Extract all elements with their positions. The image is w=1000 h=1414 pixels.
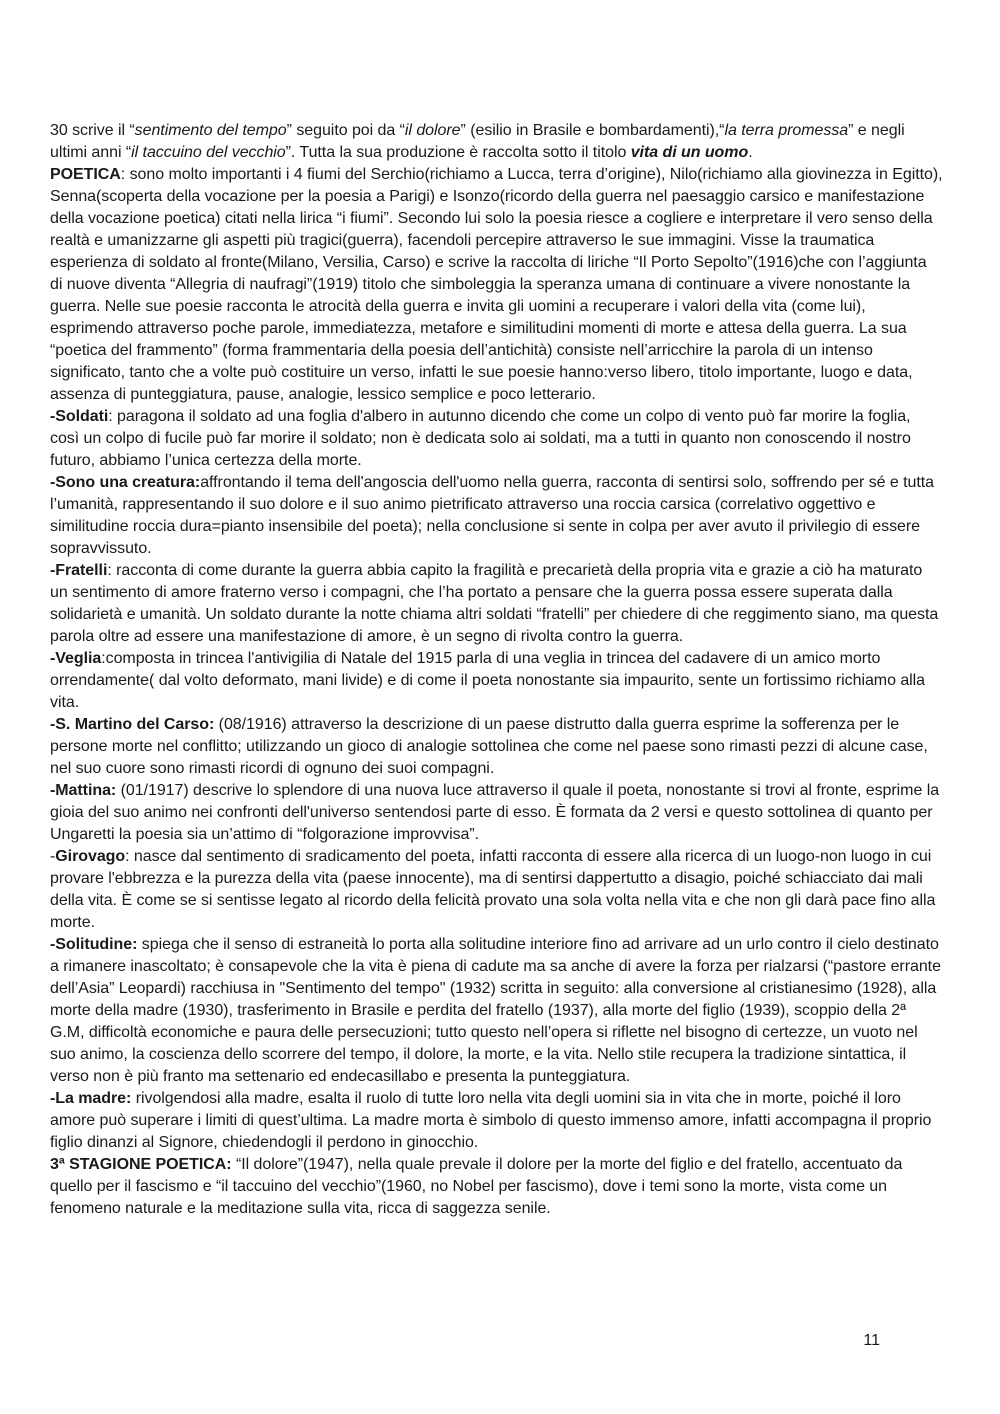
section-san-martino [50,714,943,780]
intro-text: . [748,144,753,161]
section-title: POETICA [50,166,121,183]
section-text: : paragona il soldato ad una foglia d'albero in autunno dicendo che come un colpo di vento può far morire la foglia, così un colpo di fucile può far morire il soldato; non è dedicata solo ai soldati, ma a tutti in quanto non conoscendo il nostro futuro, abbiamo l’unica certezza della morte. [50,408,911,469]
section-text: rivolgendosi alla madre, esalta il ruolo di tutte loro nella vita degli uomini sia in vita che in morte, poiché il loro amore può superare i limiti di quest’ultima. La madre morta è simbolo di questo immenso amore, infatti accompagna il proprio figlio dinanzi al Signore, chiedendogli il perdono in ginocchio. [50,1090,932,1151]
section-terza-stagione [50,1154,943,1220]
intro-text: 30 scrive il “ [50,122,135,139]
section-text: :composta in trincea l'antivigilia di Natale del 1915 parla di una veglia in trincea del cadavere di un amico morto orrendamente( dal volto deformato, mani livide) e di come il poeta nonostante sia impaurito, sente un fortissimo richiamo alla vita. [50,650,926,711]
section-veglia [50,648,943,714]
section-title: -Mattina: [50,782,117,799]
intro-italic: la terra promessa [724,122,849,139]
section-prefix: - [50,848,56,865]
intro-text: ” seguito poi da “ [286,122,405,139]
section-text: : racconta di come durante la guerra abbia capito la fragilità e precarietà della propria vita e grazie a ciò ha maturato un sentimento di amore fraterno verso i compagni, che l’ha portato a pensare che la guerra possa essere superata dalla solidarietà e umanità. Un soldato durante la notte chiama altri soldati “fratelli” per chiedere di che reggimento siano, ma questa parola oltre ad essere una manifestazione di amore, è un segno di rivolta contro la guerra. [50,562,939,645]
section-poetica [50,164,943,406]
section-text: affrontando il tema dell'angoscia dell'uomo nella guerra, racconta di sentirsi solo, soffrendo per sé e tutta l’umanità, rappresentando il suo dolore e il suo animo pietrificato attraverso una roccia carsica (correlativo oggettivo e similitudine roccia dura=pianto insensibile del poeta); nella conclusione si sente in colpa per aver avuto il privilegio di essere sopravvissuto. [50,474,935,557]
section-title: 3ª STAGIONE POETICA: [50,1156,232,1173]
intro-text: ” (esilio in Brasile e bombardamenti),“ [460,122,725,139]
section-text: “Il dolore”(1947), nella quale prevale il dolore per la morte del figlio e del fratello, accentuato da quello per il fascismo e “il taccuino del vecchio”(1960, no Nobel per fascismo), dove i temi sono la morte, vista come un fenomeno naturale e la meditazione sulla vita, ricca di saggezza senile. [50,1156,903,1217]
body-text [50,120,943,1220]
section-title: -Veglia [50,650,102,667]
section-text: (08/1916) attraverso la descrizione di un paese distrutto dalla guerra esprime la sofferenza per le persone morte nel conflitto; utilizzando un gioco di analogie sottolinea che come nel paese sono rimasti pezzi di alcune case, nel suo cuore sono rimasti ricordi di ognuno dei suoi compagni. [50,716,928,777]
section-solitudine [50,934,943,1088]
section-la-madre [50,1088,943,1154]
section-title: -Sono una creatura: [50,474,201,491]
section-mattina [50,780,943,846]
section-text: : nasce dal sentimento di sradicamento del poeta, infatti racconta di essere alla ricerca di un luogo-non luogo in cui provare l'ebbrezza e la purezza della vita (paese innocente), ma di sentirsi dappertutto a disagio, poiché schiacciato dai mali della vita. È come se si sentisse legato al ricordo della felicità provato una sola volta nella vita e che non gli darà pace fino alla morte. [50,848,936,931]
section-girovago [50,846,943,934]
section-text: (01/1917) descrive lo splendore di una nuova luce attraverso il quale il poeta, nonostante si trovi al fronte, esprime la gioia del suo animo nei confronti dell'universo sentendosi parte di esso. È formata da 2 versi e questo sottolinea di quanto per Ungaretti la poesia sia un’attimo di “folgorazione improvvisa”. [50,782,940,843]
page-number: 11 [863,1332,880,1349]
section-soldati [50,406,943,472]
section-text: spiega che il senso di estraneità lo porta alla solitudine interiore fino ad arrivare ad un urlo contro il cielo destinato a rimanere inascoltato; è consapevole che la vita è piena di cadute ma sa anche di avere la forza per rialzarsi (“pastore errante dell’Asia” Leopardi) racchiusa in "Sentimento del tempo" (1932) scritta in seguito: alla conversione al cristianesimo (1928), alla morte della madre (1930), trasferimento in Brasile e perdita del fratello (1937), alla morte del figlio (1939), scoppio della 2ª G.M, difficoltà economiche e paura delle persecuzioni; tutto questo nell’opera si riflette nel bisogno di certezze, un vuoto nel suo animo, la coscienza dello scorrere del tempo, il dolore, la morte, e la vita. Nello stile recupera la tradizione sintattica, il verso non è più franto ma settenario ed endecasillabo e presenta la punteggiatura. [50,936,941,1085]
intro-italic: il dolore [404,122,461,139]
section-title: -S. Martino del Carso: [50,716,215,733]
intro-italic: il taccuino del vecchio [131,144,286,161]
section-fratelli [50,560,943,648]
section-title: -Soldati [50,408,109,425]
section-title: Girovago [55,848,126,865]
section-title: -Solitudine: [50,936,138,953]
intro-paragraph [50,120,943,164]
section-text: : sono molto importanti i 4 fiumi del Serchio(richiamo a Lucca, terra d’origine), Nilo(richiamo alla giovinezza in Egitto), Senna(scoperta della vocazione per la poesia a Parigi) e Isonzo(ricordo della guerra nel paesaggio carsico e manifestazione della vocazione poetica) citati nella lirica “i fiumi”. Secondo lui solo la poesia riesce a cogliere e interpretare il vero senso della realtà e umanizzarne gli aspetti più tragici(guerra), facendoli percepire attraverso le sue immagini. Visse la traumatica esperienza di soldato al fronte(Milano, Versilia, Carso) e scrive la raccolta di liriche “Il Porto Sepolto”(1916)che con l’aggiunta di nuove diventa “Allegria di naufragi”(1919) titolo che simboleggia la speranza umana di continuare a vivere nonostante la guerra. Nelle sue poesie racconta le atrocità della guerra e invita gli uomini a recuperare i valori della vita (come lui), esprimendo attraverso poche parole, immediatezza, metafore e similitudini momenti di morte e attesa della guerra. La sua “poetica del frammento” (forma frammentaria della poesia dell’antichità) consiste nell’arricchire la parola di un intenso significato, tanto che a volte può costituire un verso, infatti le sue poesie hanno:verso libero, titolo importante, luogo e data, assenza di punteggiatura, pause, analogie, lessico semplice e poco letterario. [50,166,943,403]
section-title: -Fratelli [50,562,108,579]
section-title: -La madre: [50,1090,132,1107]
section-sono-una-creatura [50,472,943,560]
intro-text: ” e negli ultimi anni “ [50,122,905,161]
intro-italic: sentimento del tempo [134,122,287,139]
intro-bold-italic: vita di un uomo [630,144,749,161]
intro-text: ”. Tutta la sua produzione è raccolta sotto il titolo [285,144,631,161]
